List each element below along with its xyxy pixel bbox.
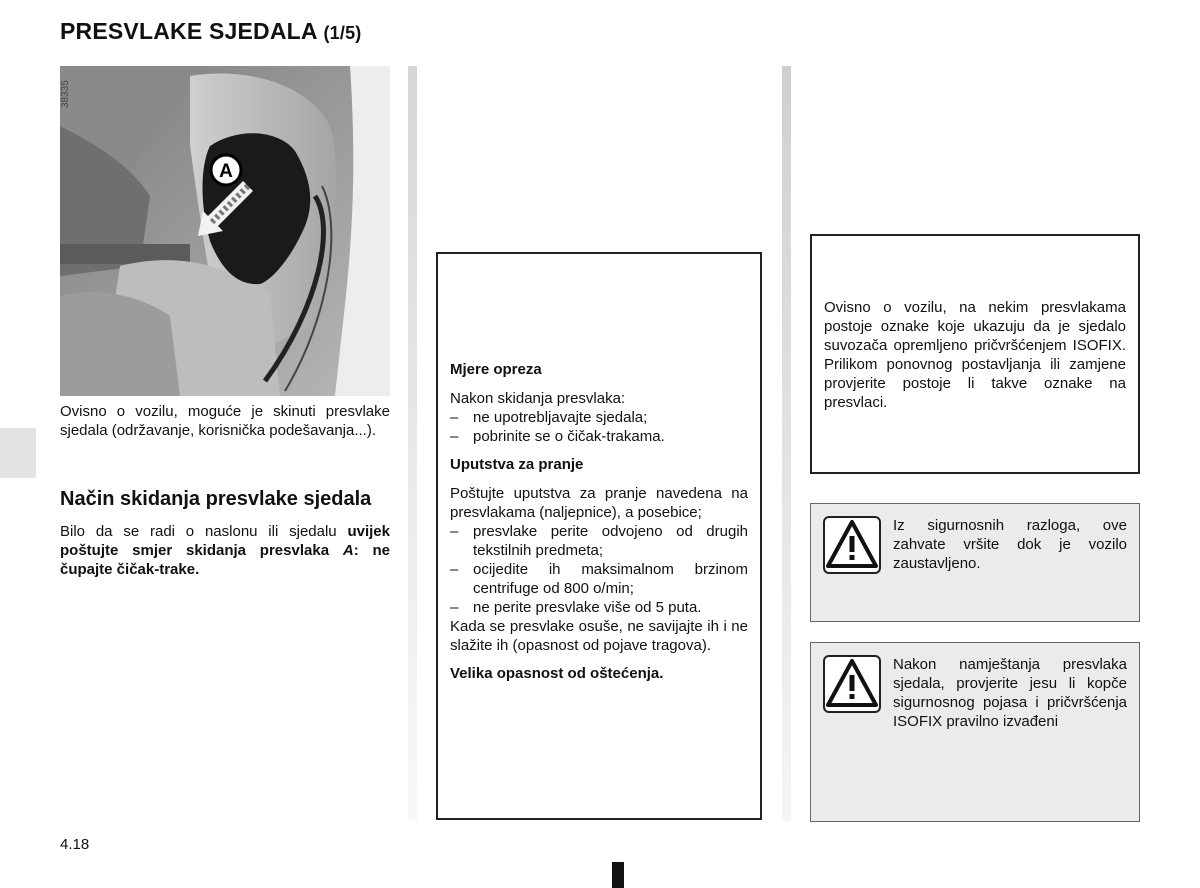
seat-illustration	[60, 66, 390, 396]
list-item: – ocijedite ih maksimalnom brzinom centrifuge od 800 o/min;	[450, 560, 748, 598]
list-item: – pobrinite se o čičak-trakama.	[450, 427, 748, 446]
page-number: 4.18	[60, 836, 90, 853]
page-title-text: PRESVLAKE SJEDALA	[60, 18, 317, 44]
precautions-intro: Nakon skidanja presvlaka:	[450, 390, 626, 407]
figure-code: 38335	[60, 80, 71, 108]
list-item: – ne perite presvlake više od 5 puta.	[450, 598, 748, 617]
washing-intro: Poštujte uputstva za pranje navedena na presvlakama (naljepnice), a posebice;	[450, 485, 748, 521]
column-divider-right	[782, 66, 791, 821]
intro-paragraph: Ovisno o vozilu, moguće je skinuti presvlake sjedala (održavanje, korisnička podešavanja...).	[60, 403, 390, 439]
chapter-tab	[0, 428, 36, 478]
precautions-list	[450, 408, 748, 446]
list-item: – presvlake perite odvojeno od drugih tekstilnih predmeta;	[450, 522, 748, 560]
warning-box-stopped	[810, 503, 1140, 622]
seat-cover-photo	[60, 66, 390, 396]
washing-list	[450, 522, 748, 617]
isofix-note-box	[810, 234, 1140, 474]
drying-note: Kada se presvlake osuše, ne savijajte ih i ne slažite ih (opasnost od pojave tragova).	[450, 618, 748, 654]
warning-text: Iz sigurnosnih razloga, ove zahvate vršite dok je vozilo zaustavljeno.	[893, 517, 1127, 572]
precautions-heading: Mjere opreza	[450, 361, 542, 378]
column-divider-left	[408, 66, 417, 821]
removal-text-bold: uvijek poštujte smjer skidanja presvlaka	[60, 523, 390, 559]
warning-triangle-icon	[823, 516, 881, 574]
washing-heading: Uputstva za pranje	[450, 456, 584, 473]
page-edge-marker	[612, 862, 624, 888]
removal-text-bold-end: : ne čupajte čičak-trake.	[60, 542, 390, 578]
removal-text-marker: A	[342, 542, 354, 559]
warning-triangle-icon	[823, 655, 881, 713]
list-item: – ne upotrebljavajte sjedala;	[450, 408, 748, 427]
marker-a-label: A	[219, 161, 233, 182]
removal-instructions	[60, 522, 390, 579]
damage-warning: Velika opasnost od oštećenja.	[450, 665, 664, 682]
warning-text: Nakon namještanja presvlaka sjedala, provjerite jesu li kopče sigurnosnog pojasa i pričvršćenja ISOFIX pravilno izvađeni	[893, 656, 1127, 730]
precautions-box	[436, 252, 762, 820]
removal-text-start: Bilo da se radi o naslonu ili sjedalu	[60, 523, 348, 540]
section-heading: Način skidanja presvlake sjedala	[60, 488, 372, 510]
page-part-indicator: (1/5)	[323, 23, 362, 43]
page-title	[60, 18, 361, 45]
warning-box-isofix	[810, 642, 1140, 822]
isofix-note: Ovisno o vozilu, na nekim presvlakama postoje oznake koje ukazuju da je sjedalo suvozača opremljeno pričvršćenjem ISOFIX. Prilikom ponovnog postavljanja ili zamjene provjerite postoje li takve oznake na presvlaci.	[824, 299, 1126, 411]
